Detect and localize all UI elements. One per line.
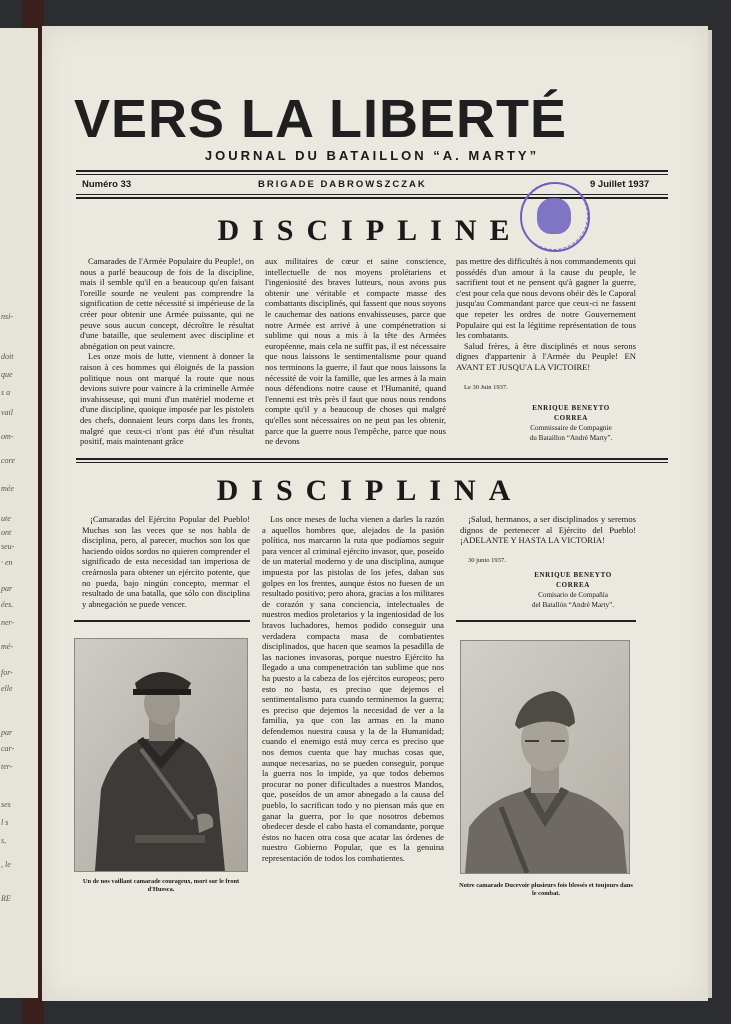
spanish-column-3 <box>460 514 636 610</box>
paragraph: ¡Salud, hermanos, a ser disciplinados y seremos dignos de pertenecer al Ejército del Pueblo! ¡ADELANTE Y HASTA LA VICTORIA! <box>460 514 636 546</box>
paragraph: Les onze mois de lutte, viennent à donner la raison à ces hommes qui éloignés de la passion politique nous ont marqué la route que nous devions suivre pour vaincre à la criminelle Armée invahisseuse, qui muni d'un matériel moderne et d'une discipline, quoique imposée par les pistolets des chefs, donnaient leurs corps dans les fronts, malgré que ceux-ci n'ont pas été d'un résultat positif, mais maintenant grâce <box>80 351 254 447</box>
signature-name-2: CORREA <box>556 581 590 590</box>
french-headline: DISCIPLINE <box>217 214 523 247</box>
soldier-photo-left <box>74 638 248 872</box>
left-page-text-fragment: par <box>1 728 13 737</box>
left-page-text-fragment: s a <box>1 388 11 397</box>
left-page-text-fragment: mé- <box>1 642 13 651</box>
signature-name: ENRIQUE BENEYTO <box>534 571 612 580</box>
paragraph: ¡Camaradas del Ejército Popular del Pueblo! Muchas son las veces que se nos habla de disciplina, pero, al parecer, muchos son los que haciendo oídos sordos no quieren comprender el significado de esta necesidad tan imperiosa de creárnosla para obtener un ejército potente, que no pueda, bajo ningún concepto, mermar el resultado de una batalla, que sólo con disciplina y abnegación se puede vencer. <box>82 514 250 609</box>
left-page-text-fragment: core <box>1 456 15 465</box>
left-page-text-fragment: nsi- <box>1 312 13 321</box>
soldier-portrait-right <box>461 641 629 873</box>
left-page-text-fragment: for- <box>1 668 13 677</box>
left-page-text-fragment: ont <box>1 528 12 537</box>
newspaper-page <box>42 26 708 1001</box>
left-page-text-fragment: ter- <box>1 762 13 771</box>
masthead-rule-top <box>76 170 668 172</box>
paragraph: Los once meses de lucha vienen a darles la razón a aquellos hombres que, alejados de la pasión política, nos marcaron la ruta que podíamos seguir para vencer al criminal ejército invasor, que, poseído de un material moderno y de una disciplina, aunque impuesta por las pistolas de los jefes, daban sus golpes en los frentes, aunque éstos no fuesen de un resultado positivo; pero ahora, gracias a los militares de corazón y sana conciencia, intelectuales de nuestros medios proletarios y la ingeniosidad de los bravos luchadores, hemos podido conseguir una verdadera compacta masa de combatientes disciplinados, que hacen que seamos la pesadilla de las naciones invasoras, porque nuestro Ejército ha llegado a una compenetración tan sublime que nos ha puesto a la cabeza de los ejércitos europeos; pero esto no basta, es preciso que dejemos el sentimentalismo para cuando terminemos la guerra; es preciso que dejemos la necesidad de ver a la familia, ya que con las armas en la mano defendemos nuestra causa y la de la Humanidad; cuando el enemigo está muy cerca es preciso que nos demos cuenta que hay muchas cosas que, aunque necesarias, no se pueden conseguir, porque la guerra nos lo impide, ya que todos debemos procurar no poner dificultades a nuestros Mandos, que, poseídos de un amor abnegado a la causa del pueblo, lo sacrifican todo y no piensan más que en ganar la guerra, por lo que nosotros debemos obedecer desde el cabo hasta el comandante, porque éstos no hacen otra cosa que acatar las órdenes de nuestro Gobierno Popular, que es la genuina representación de todos los combatientes. <box>262 514 444 863</box>
signature-unit: del Batallón “André Marty”. <box>531 601 615 610</box>
soldier-portrait-left <box>75 639 247 871</box>
left-page-text-fragment: par <box>1 584 13 593</box>
french-date: Le 30 Juin 1937. <box>464 383 508 391</box>
brigade-name: BRIGADE DABROWSZCZAK <box>258 179 427 190</box>
right-column-rule <box>456 620 636 622</box>
issue-number: Numéro 33 <box>82 179 132 190</box>
left-page-text-fragment: ute <box>1 514 11 523</box>
left-page-text-fragment: ses <box>1 800 11 809</box>
left-page-text-fragment: ées. <box>1 600 14 609</box>
left-page-edge <box>0 28 38 998</box>
issue-date: 9 Juillet 1937 <box>590 179 650 190</box>
left-page-text-fragment: doit <box>1 352 14 361</box>
left-page-text-fragment: que <box>1 370 13 379</box>
left-photo-caption: Un de nos vaillant camarade courageux, mort sur le front d'Huesca. <box>82 878 240 893</box>
left-page-text-fragment: mée <box>1 484 14 493</box>
signature-unit: du Bataillon “André Marty”. <box>529 434 613 443</box>
left-page-text-fragment: ner- <box>1 618 15 627</box>
signature-name: ENRIQUE BENEYTO <box>532 404 610 413</box>
spanish-headline: DISCIPLINA <box>216 474 524 507</box>
french-column-3 <box>456 256 636 443</box>
left-column-rule <box>74 620 250 622</box>
paragraph: pas mettre des difficultés à nos commandements qui possédés d'un amour à la cause du peuple, le sacrifient tout et ne pensent qu'à gagner la guerre, c'est pour cela que nous devons obéir dès le Caporal jusqu'au Commandant parce que ceux-ci ne fassent que repeter les ordres de notre Gouvernement Populaire qui est la légitime représentation de tous les combatants. <box>456 256 636 341</box>
french-signature <box>456 403 636 443</box>
left-page-text-fragment: vail <box>1 408 13 417</box>
signature-role: Commissaire de Compagnie <box>530 424 612 433</box>
french-column-2 <box>265 256 446 447</box>
spanish-signature <box>460 570 636 610</box>
soldier-photo-right <box>460 640 630 874</box>
paragraph: Salud frères, à être disciplinés et nous serons dignes d'appartenir à l'Armée du Peuple! EN AVANT ET JUSQU'A LA VICTOIRE! <box>456 340 636 372</box>
left-page-text-fragment: elle <box>1 684 13 693</box>
left-page-text-fragment: , le <box>1 860 11 869</box>
left-page-text-fragment: RE <box>1 894 11 903</box>
french-column-1 <box>80 256 254 447</box>
left-page-text-fragment: · en <box>1 558 13 567</box>
masthead-title: VERS LA LIBERTÉ <box>74 89 568 149</box>
left-page-text-fragment: l s <box>1 818 9 827</box>
masthead-rule-top-thin <box>76 174 668 175</box>
signature-role: Comisario de Compañía <box>538 591 608 600</box>
spanish-column-1 <box>82 514 250 609</box>
section-rule <box>76 458 668 460</box>
left-page-text-fragment: s, <box>1 836 7 845</box>
paragraph: aux militaires de cœur et saine conscience, intellectuelle de nos moyens prolétariens et l'ingeniosité des braves lutteurs, nous avons pus obtenir une véritable et compacte masse des combattants disciplinés, qui fassent que nous soyons le cauchemar des nations envahisseuses, parce que notre Armée est arrivé à une compénetration si sublime qui nous a mis à la tête des Armées européenne, mais cela ne suffit pas, il est nécessaire que nous laissons le sentimentalisme pour quand nos terminons la guerre, il faut que nous laissons la nécessité de voir la famille, que les armes à la main nous défendions notre cause et l'Humanité, quand l'ennemi est très près il faut que nous nous rendons compte qu'il y a beaucoup de choses qui malgré qu'elles sont nécessaires on ne peut pas les obtenir, parce que la guerre nous l'empêche, parce que nous ne devons <box>265 256 446 447</box>
left-page-text-fragment: seu- <box>1 542 15 551</box>
paragraph: Camarades de l'Armée Populaire du Peuple!, on nous a parlé beaucoup de fois de la discipline, mais il semble qu'il en a beaucoup qu'en faisant l'oreille sourde ne veulent pas comprendre la signification de cette nécessité si impérieuse de la créer pour obtenir une Armée puissante, qui ne peuve sous aucun concept, décroître le résultat d'une bataille, que seulement avec discipline et abnégation on peut vaincre. <box>80 256 254 351</box>
masthead-subtitle: JOURNAL DU BATAILLON “A. MARTY” <box>204 148 540 163</box>
spanish-date: 30 junio 1937. <box>468 556 506 564</box>
left-page-text-fragment: car- <box>1 744 15 753</box>
left-page-text-fragment: om- <box>1 432 14 441</box>
section-rule-thin <box>76 462 668 463</box>
signature-name-2: CORREA <box>554 414 588 423</box>
right-photo-caption: Notre camarade Ducevoir plusieurs fois blessés et toujours dans le combat. <box>459 882 633 897</box>
spanish-column-2 <box>262 514 444 864</box>
